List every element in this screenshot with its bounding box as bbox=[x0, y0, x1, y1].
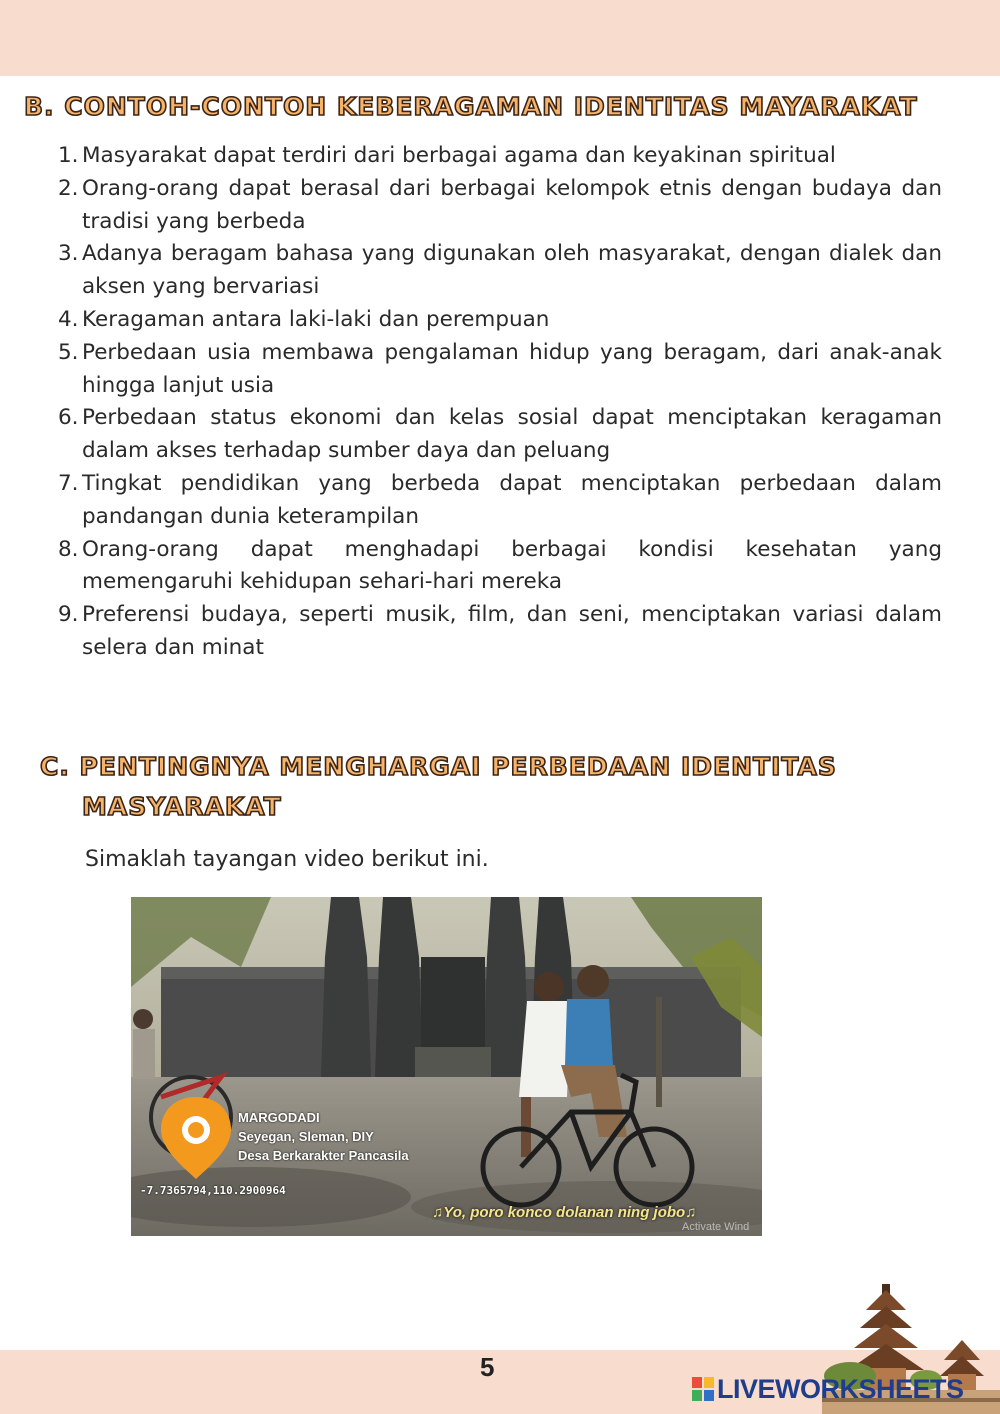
section-c-heading: C. PENTINGNYA MENGHARGAI PERBEDAAN IDENTITAS bbox=[40, 752, 837, 781]
list-item-number: 8. bbox=[58, 536, 79, 562]
list-item bbox=[58, 238, 942, 304]
list-item bbox=[58, 599, 942, 665]
video-location-overlay bbox=[238, 1108, 409, 1165]
list-item bbox=[58, 468, 942, 534]
section-c-heading-continued: MASYARAKAT bbox=[82, 792, 282, 821]
list-item-number: 6. bbox=[58, 405, 79, 431]
list-item-text: Perbedaan status ekonomi dan kelas sosial dapat menciptakan keragaman dalam akses terhadap sumber daya dan peluang bbox=[82, 405, 942, 464]
list-item-text: Perbedaan usia membawa pengalaman hidup yang beragam, dari anak-anak hingga lanjut usia bbox=[82, 339, 942, 398]
video-intro-text: Simaklah tayangan video berikut ini. bbox=[85, 847, 489, 872]
diversity-list bbox=[58, 140, 942, 665]
location-region: Seyegan, Sleman, DIY bbox=[238, 1129, 374, 1144]
location-tag: Desa Berkarakter Pancasila bbox=[238, 1148, 409, 1163]
list-item-number: 1. bbox=[58, 143, 79, 168]
page-number: 5 bbox=[480, 1352, 495, 1382]
list-item bbox=[58, 337, 942, 403]
list-item-number: 5. bbox=[58, 339, 79, 365]
list-item-number: 2. bbox=[58, 175, 79, 201]
list-item bbox=[58, 304, 942, 337]
list-item-number: 7. bbox=[58, 470, 79, 496]
section-b-heading: B. CONTOH-CONTOH KEBERAGAMAN IDENTITAS MAYARAKAT bbox=[24, 92, 918, 121]
list-item-number: 4. bbox=[58, 306, 79, 332]
list-item-text: Preferensi budaya, seperti musik, film, dan seni, menciptakan variasi dalam selera dan minat bbox=[82, 602, 942, 660]
top-band bbox=[0, 0, 1000, 76]
list-item-text: Adanya beragam bahasa yang digunakan oleh masyarakat, dengan dialek dan aksen yang bervariasi bbox=[82, 241, 942, 300]
liveworksheets-logo-icon bbox=[692, 1377, 714, 1401]
list-item bbox=[58, 534, 942, 600]
list-item-text: Keragaman antara laki-laki dan perempuan bbox=[82, 306, 550, 332]
list-item-number: 3. bbox=[58, 241, 79, 267]
list-item-text: Masyarakat dapat terdiri dari berbagai agama dan keyakinan spiritual bbox=[82, 143, 836, 168]
video-caption: ♫Yo, poro konco dolanan ning jobo♫ bbox=[432, 1204, 697, 1221]
list-item bbox=[58, 402, 942, 468]
list-item bbox=[58, 140, 942, 173]
list-item-text: Orang-orang dapat menghadapi berbagai kondisi kesehatan yang memengaruhi kehidupan sehari-hari mereka bbox=[82, 536, 942, 595]
list-item-text: Tingkat pendidikan yang berbeda dapat menciptakan perbedaan dalam pandangan dunia keterampilan bbox=[82, 470, 942, 529]
activation-watermark: Activate Wind bbox=[682, 1221, 750, 1233]
liveworksheets-brand[interactable]: LIVEWORKSHEETS bbox=[717, 1374, 964, 1404]
location-name: MARGODADI bbox=[238, 1110, 320, 1125]
list-item-text: Orang-orang dapat berasal dari berbagai kelompok etnis dengan budaya dan tradisi yang berbeda bbox=[82, 175, 942, 234]
list-item bbox=[58, 173, 942, 239]
list-item-number: 9. bbox=[58, 602, 79, 628]
video-coordinates: -7.7365794,110.2900964 bbox=[140, 1184, 286, 1197]
